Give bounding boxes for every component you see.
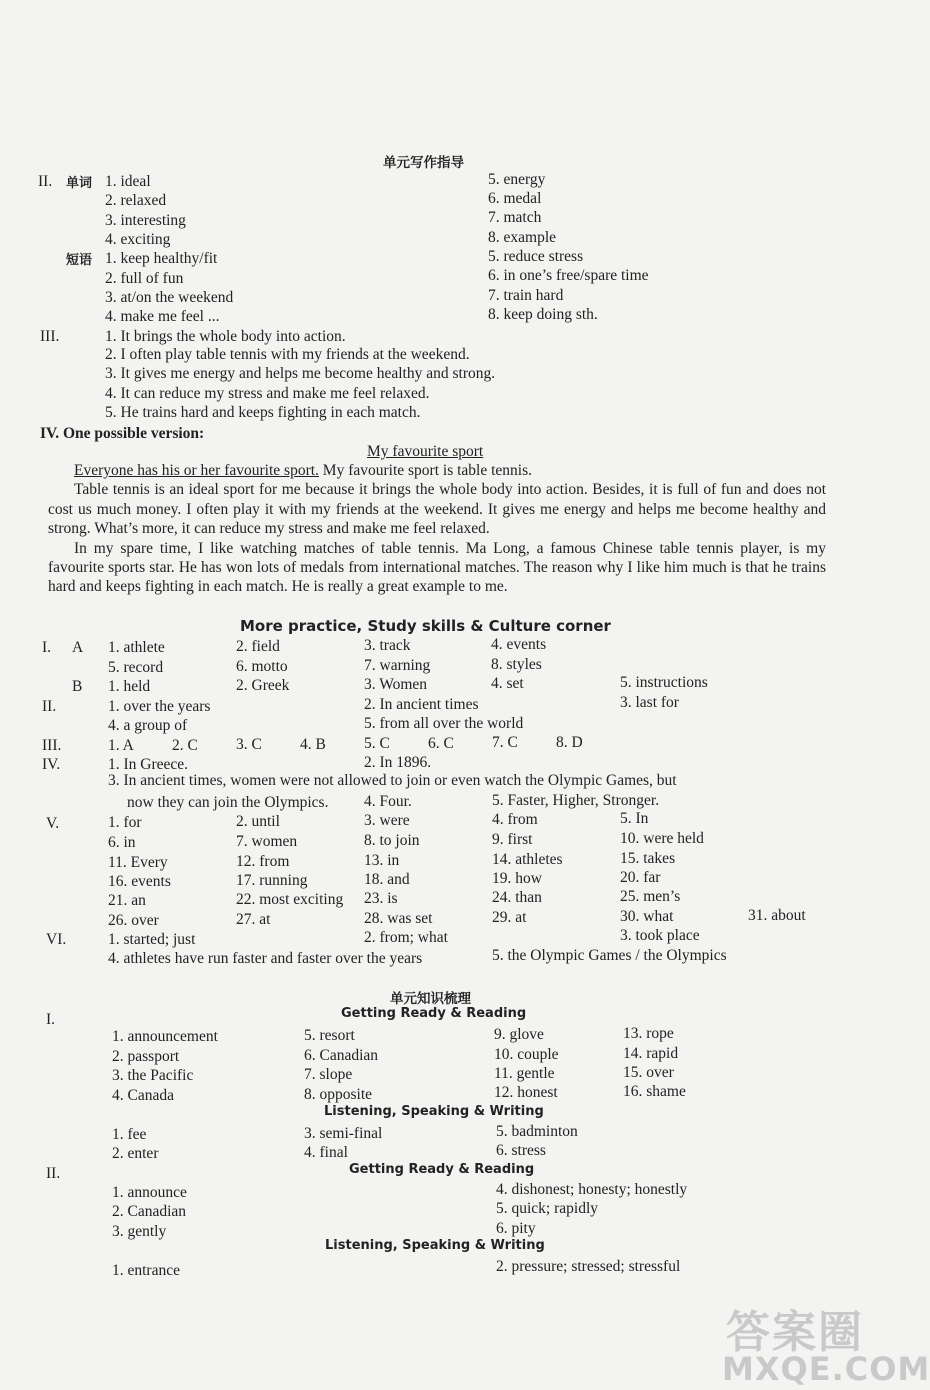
answer-item: 3. took place bbox=[620, 927, 700, 944]
answer-item: 14. athletes bbox=[492, 851, 563, 868]
answer-item: 31. about bbox=[748, 907, 806, 924]
answer-item: 2. C bbox=[172, 737, 198, 754]
answer-item: 3. the Pacific bbox=[112, 1067, 194, 1084]
answer-item: 2. until bbox=[236, 813, 280, 830]
answer-item: 12. honest bbox=[494, 1084, 558, 1101]
roman-numeral-III: III. bbox=[42, 737, 62, 754]
answer-item: 5. badminton bbox=[496, 1123, 578, 1140]
answer-item: 27. at bbox=[236, 911, 271, 928]
answer-item: 3. C bbox=[236, 736, 262, 753]
answer-item: 4. set bbox=[491, 675, 524, 692]
answer-item: 3. semi-final bbox=[304, 1125, 383, 1142]
answer-item: 2. In ancient times bbox=[364, 696, 479, 713]
answer-item: 6. C bbox=[428, 735, 454, 752]
answer-item: 4. final bbox=[304, 1144, 348, 1161]
answer-item: 1. held bbox=[108, 678, 151, 695]
answer-item: 5. record bbox=[108, 659, 164, 676]
essay-paragraph-3: In my spare time, I like watching matches of table tennis. Ma Long, a famous Chinese table tennis player, is my favourite sports star. He has won lots of medals from international matches. The reason why I like him much is that he trains hard and keeps fighting in each match. He is really a great example to me. bbox=[48, 539, 826, 596]
answer-item: 2. Canadian bbox=[112, 1203, 187, 1220]
answer-item: 5. resort bbox=[304, 1027, 355, 1044]
label-phrases: 短语 bbox=[66, 253, 93, 268]
answer-item: 2. passport bbox=[112, 1048, 180, 1065]
answer-item: 4. B bbox=[300, 736, 326, 753]
answer-item: 10. were held bbox=[620, 830, 704, 847]
answer-item: 3. last for bbox=[620, 694, 679, 711]
answer-item: 7. women bbox=[236, 833, 298, 850]
answer-item: 2. from; what bbox=[364, 929, 448, 946]
label-words: 单词 bbox=[66, 176, 93, 191]
answer-item: 23. is bbox=[364, 890, 398, 907]
watermark-url: MXQE.COM bbox=[722, 1350, 930, 1388]
answer-item: 2. enter bbox=[112, 1145, 159, 1162]
roman-numeral-I: I. bbox=[46, 1011, 56, 1028]
answer-sentence: 5. He trains hard and keeps fighting in each match. bbox=[105, 404, 421, 421]
answer-item: 25. men’s bbox=[620, 888, 681, 905]
answer-item: 6. stress bbox=[496, 1142, 546, 1159]
answer-item: 4. Four. bbox=[364, 793, 412, 810]
answer-item: 2. Greek bbox=[236, 677, 290, 694]
answer-item: 5. Faster, Higher, Stronger. bbox=[492, 792, 660, 809]
answer-item: 6. pity bbox=[496, 1220, 536, 1237]
answer-item: 1. ideal bbox=[105, 173, 151, 190]
answer-item: 4. dishonest; honesty; honestly bbox=[496, 1181, 688, 1198]
answer-item: 3. at/on the weekend bbox=[105, 289, 234, 306]
answer-item: 14. rapid bbox=[623, 1045, 679, 1062]
answer-item: 6. medal bbox=[488, 190, 542, 207]
answer-item: 1. A bbox=[108, 737, 134, 754]
answer-item: 3. Women bbox=[364, 676, 428, 693]
subheading-listening: Listening, Speaking & Writing bbox=[325, 1238, 545, 1253]
answer-item: 10. couple bbox=[494, 1046, 559, 1063]
answer-item: 21. an bbox=[108, 892, 146, 909]
answer-item: 13. rope bbox=[623, 1025, 674, 1042]
answer-item: 2. full of fun bbox=[105, 270, 184, 287]
section-title-writing: 单元写作指导 bbox=[383, 155, 464, 171]
answer-item: 17. running bbox=[236, 872, 308, 889]
answer-item: 19. how bbox=[492, 870, 542, 887]
roman-numeral-IV: IV. bbox=[42, 756, 61, 773]
answer-item: 2. pressure; stressed; stressful bbox=[496, 1258, 681, 1275]
answer-item: 6. Canadian bbox=[304, 1047, 379, 1064]
answer-item: 2. relaxed bbox=[105, 192, 167, 209]
answer-item: 8. keep doing sth. bbox=[488, 306, 598, 323]
answer-item: 3. track bbox=[364, 637, 411, 654]
answer-item: 1. over the years bbox=[108, 698, 211, 715]
answer-item: 7. train hard bbox=[488, 287, 564, 304]
answer-item: 4. a group of bbox=[108, 717, 188, 734]
answer-item: 26. over bbox=[108, 912, 159, 929]
answer-item: 3. gently bbox=[112, 1223, 167, 1240]
answer-item: 5. from all over the world bbox=[364, 715, 524, 732]
answer-item: 15. over bbox=[623, 1064, 674, 1081]
answer-sentence: now they can join the Olympics. bbox=[127, 794, 329, 811]
watermark-logo: 答案圈 bbox=[726, 1307, 864, 1358]
answer-sentence: 3. In ancient times, women were not allowed to join or even watch the Olympic Games, but bbox=[108, 772, 677, 789]
answer-sentence: 5. the Olympic Games / the Olympics bbox=[492, 947, 727, 964]
answer-item: 7. C bbox=[492, 734, 518, 751]
answer-item: 4. events bbox=[491, 636, 547, 653]
answer-item: 3. interesting bbox=[105, 212, 186, 229]
answer-item: 1. athlete bbox=[108, 639, 165, 656]
answer-item: 8. D bbox=[556, 734, 583, 751]
answer-item: 8. styles bbox=[491, 656, 542, 673]
answer-sentence: 3. It gives me energy and helps me become healthy and strong. bbox=[105, 365, 496, 382]
answer-item: 6. in one’s free/spare time bbox=[488, 267, 649, 284]
roman-numeral-I: I. bbox=[42, 639, 52, 656]
subheading-getting-ready: Getting Ready & Reading bbox=[341, 1006, 527, 1021]
subheading-getting-ready: Getting Ready & Reading bbox=[349, 1162, 535, 1177]
answer-item: 7. slope bbox=[304, 1066, 353, 1083]
answer-item: 5. quick; rapidly bbox=[496, 1200, 599, 1217]
answer-item: 9. glove bbox=[494, 1026, 544, 1043]
answer-item: 4. exciting bbox=[105, 231, 171, 248]
answer-item: 9. first bbox=[492, 831, 533, 848]
answer-item: 6. in bbox=[108, 834, 136, 851]
answer-item: 7. match bbox=[488, 209, 542, 226]
answer-item: 16. shame bbox=[623, 1083, 686, 1100]
answer-item: 4. make me feel ... bbox=[105, 308, 220, 325]
answer-item: 1. keep healthy/fit bbox=[105, 250, 218, 267]
roman-numeral-II: II. bbox=[46, 1165, 61, 1182]
answer-item: 5. instructions bbox=[620, 674, 708, 691]
answer-item: 11. gentle bbox=[494, 1065, 555, 1082]
section-IV-heading: IV. One possible version: bbox=[40, 425, 205, 442]
answer-item: 12. from bbox=[236, 853, 290, 870]
section-title-more-practice: More practice, Study skills & Culture corner bbox=[240, 617, 611, 635]
answer-item: 28. was set bbox=[364, 910, 433, 927]
answer-item: 1. for bbox=[108, 814, 142, 831]
answer-item: 30. what bbox=[620, 908, 674, 925]
roman-numeral-VI: VI. bbox=[46, 931, 67, 948]
answer-sentence: 4. athletes have run faster and faster over the years bbox=[108, 950, 423, 967]
answer-item: 7. warning bbox=[364, 657, 431, 674]
answer-item: 5. energy bbox=[488, 171, 546, 188]
essay-text: My favourite sport is table tennis. bbox=[318, 462, 533, 479]
answer-item: 5. C bbox=[364, 735, 390, 752]
answer-item: 8. opposite bbox=[304, 1086, 373, 1103]
answer-item: 2. In 1896. bbox=[364, 754, 432, 771]
answer-item: 1. fee bbox=[112, 1126, 147, 1143]
essay-paragraph-2: Table tennis is an ideal sport for me because it brings the whole body into action. Besides, it is full of fun and does not cost us much money. I often play it with my friends at the weekend. It gives me energy and helps me become healthy and strong. What’s more, it can reduce my stress and make me feel relaxed. bbox=[48, 481, 826, 538]
essay-topic-sentence: Everyone has his or her favourite sport. bbox=[74, 462, 319, 479]
roman-numeral-II: II. bbox=[42, 698, 57, 715]
answer-item: 1. announce bbox=[112, 1184, 187, 1201]
answer-item: 29. at bbox=[492, 909, 527, 926]
roman-numeral-II: II. bbox=[38, 173, 53, 190]
answer-item: 13. in bbox=[364, 852, 400, 869]
answer-item: 20. far bbox=[620, 869, 661, 886]
answer-item: 8. to join bbox=[364, 832, 420, 849]
answer-item: 6. motto bbox=[236, 658, 288, 675]
answer-item: 4. Canada bbox=[112, 1087, 174, 1104]
answer-item: 5. reduce stress bbox=[488, 248, 584, 265]
answer-item: 1. started; just bbox=[108, 931, 196, 948]
answer-item: 22. most exciting bbox=[236, 891, 344, 908]
section-title-knowledge: 单元知识梳理 bbox=[390, 991, 471, 1007]
answer-sentence: 4. It can reduce my stress and make me feel relaxed. bbox=[105, 385, 430, 402]
essay-body bbox=[48, 461, 826, 597]
essay-title: My favourite sport bbox=[367, 443, 484, 460]
roman-numeral-III: III. bbox=[40, 328, 60, 345]
subheading-listening: Listening, Speaking & Writing bbox=[324, 1104, 544, 1119]
part-label-A: A bbox=[72, 639, 84, 656]
answer-item: 2. field bbox=[236, 638, 280, 655]
answer-item: 1. entrance bbox=[112, 1262, 180, 1279]
answer-item: 1. announcement bbox=[112, 1028, 218, 1045]
answer-item: 24. than bbox=[492, 889, 542, 906]
answer-sentence: 2. I often play table tennis with my friends at the weekend. bbox=[105, 346, 470, 363]
answer-item: 11. Every bbox=[108, 854, 168, 871]
roman-numeral-V: V. bbox=[46, 815, 60, 832]
answer-item: 1. In Greece. bbox=[108, 756, 189, 773]
answer-item: 8. example bbox=[488, 229, 557, 246]
essay-paragraph-1 bbox=[48, 461, 826, 480]
part-label-B: B bbox=[72, 678, 83, 695]
answer-item: 3. were bbox=[364, 812, 410, 829]
answer-item: 4. from bbox=[492, 811, 538, 828]
answer-item: 16. events bbox=[108, 873, 171, 890]
answer-sentence: 1. It brings the whole body into action. bbox=[105, 328, 346, 345]
answer-item: 5. In bbox=[620, 810, 649, 827]
answer-item: 18. and bbox=[364, 871, 410, 888]
answer-item: 15. takes bbox=[620, 850, 676, 867]
